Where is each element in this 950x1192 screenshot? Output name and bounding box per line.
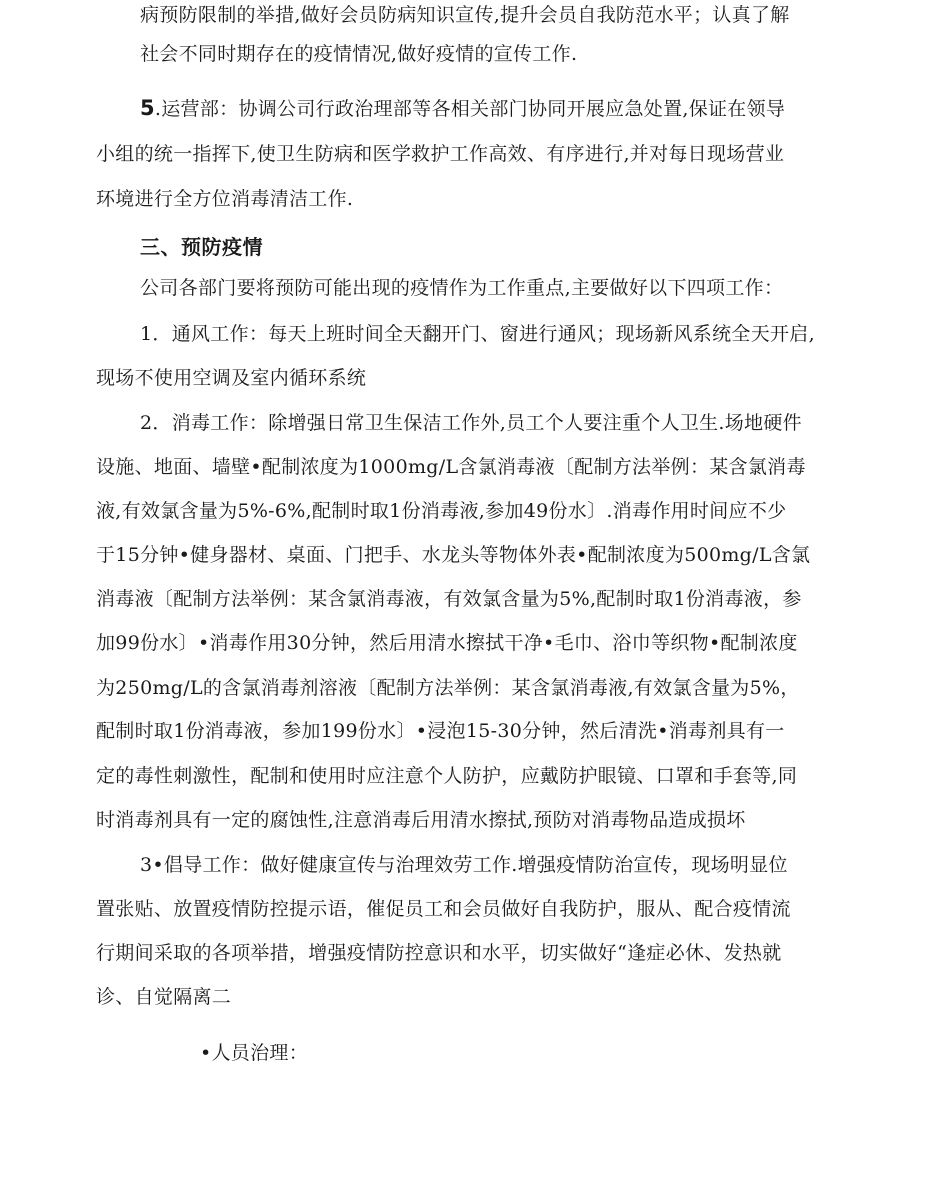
text-line: 于15分钟•健身器材、桌面、门把手、水龙头等物体外表•配制浓度为500mg/L含氯	[96, 544, 811, 566]
text-line: 2．消毒工作：除增强日常卫生保洁工作外,员工个人要注重个人卫生.场地硬件	[140, 412, 802, 434]
text-line: 公司各部门要将预防可能出现的疫情作为工作重点,主要做好以下四项工作：	[140, 277, 784, 299]
text-line: 小组的统一指挥下,使卫生防病和医学救护工作高效、有序进行,并对每日现场营业	[96, 143, 785, 165]
text-line: 诊、自觉隔离二	[96, 986, 232, 1008]
text-line: 为250mg/L的含氯消毒剂溶液〔配制方法举例：某含氯消毒液,有效氯含量为5%，	[96, 677, 800, 699]
text-span: .运营部：协调公司行政治理部等各相关部门协同开展应急处置,保证在领导	[154, 98, 786, 120]
text-line: 社会不同时期存在的疫情情况,做好疫情的宣传工作.	[140, 43, 578, 65]
item-number: 5	[140, 96, 155, 120]
text-line: 时消毒剂具有一定的腐蚀性,注意消毒后用清水擦拭,预防对消毒物品造成损坏	[96, 809, 746, 831]
text-line: 加99份水〕•消毒作用30分钟，然后用清水擦拭干净•毛巾、浴巾等织物•配制浓度	[96, 632, 798, 654]
text-line: 定的毒性刺激性，配制和使用时应注意个人防护，应戴防护眼镜、口罩和手套等,同	[96, 765, 798, 787]
text-line: 病预防限制的举措,做好会员防病知识宣传,提升会员自我防范水平；认真了解	[140, 4, 790, 26]
text-line: 行期间采取的各项举措，增强疫情防控意识和水平，切实做好“逢症必休、发热就	[96, 942, 782, 964]
text-line-item-5	[140, 96, 785, 121]
text-line: 液,有效氯含量为5%-6%,配制时取1份消毒液,参加49份水〕.消毒作用时间应不少	[96, 500, 787, 522]
text-line: 环境进行全方位消毒清洁工作.	[96, 188, 354, 210]
text-line: 现场不使用空调及室内循环系统	[96, 367, 367, 389]
section-heading: 三、预防疫情	[140, 235, 263, 259]
text-line: 3•倡导工作：做好健康宣传与治理效劳工作.增强疫情防治宣传，现场明显位	[140, 854, 788, 876]
text-line: 消毒液〔配制方法举例：某含氯消毒液，有效氯含量为5%,配制时取1份消毒液，参	[96, 588, 802, 610]
text-line: 1．通风工作：每天上班时间全天翻开门、窗进行通风；现场新风系统全天开启,	[140, 323, 815, 345]
text-line: 配制时取1份消毒液，参加199份水〕•浸泡15-30分钟，然后清洗•消毒剂具有一	[96, 720, 785, 742]
text-line: 置张贴、放置疫情防控提示语，催促员工和会员做好自我防护，服从、配合疫情流	[96, 898, 791, 920]
text-line: •人员治理：	[200, 1042, 309, 1064]
text-line: 设施、地面、墙壁•配制浓度为1000mg/L含氯消毒液〔配制方法举例：某含氯消毒	[96, 456, 806, 478]
